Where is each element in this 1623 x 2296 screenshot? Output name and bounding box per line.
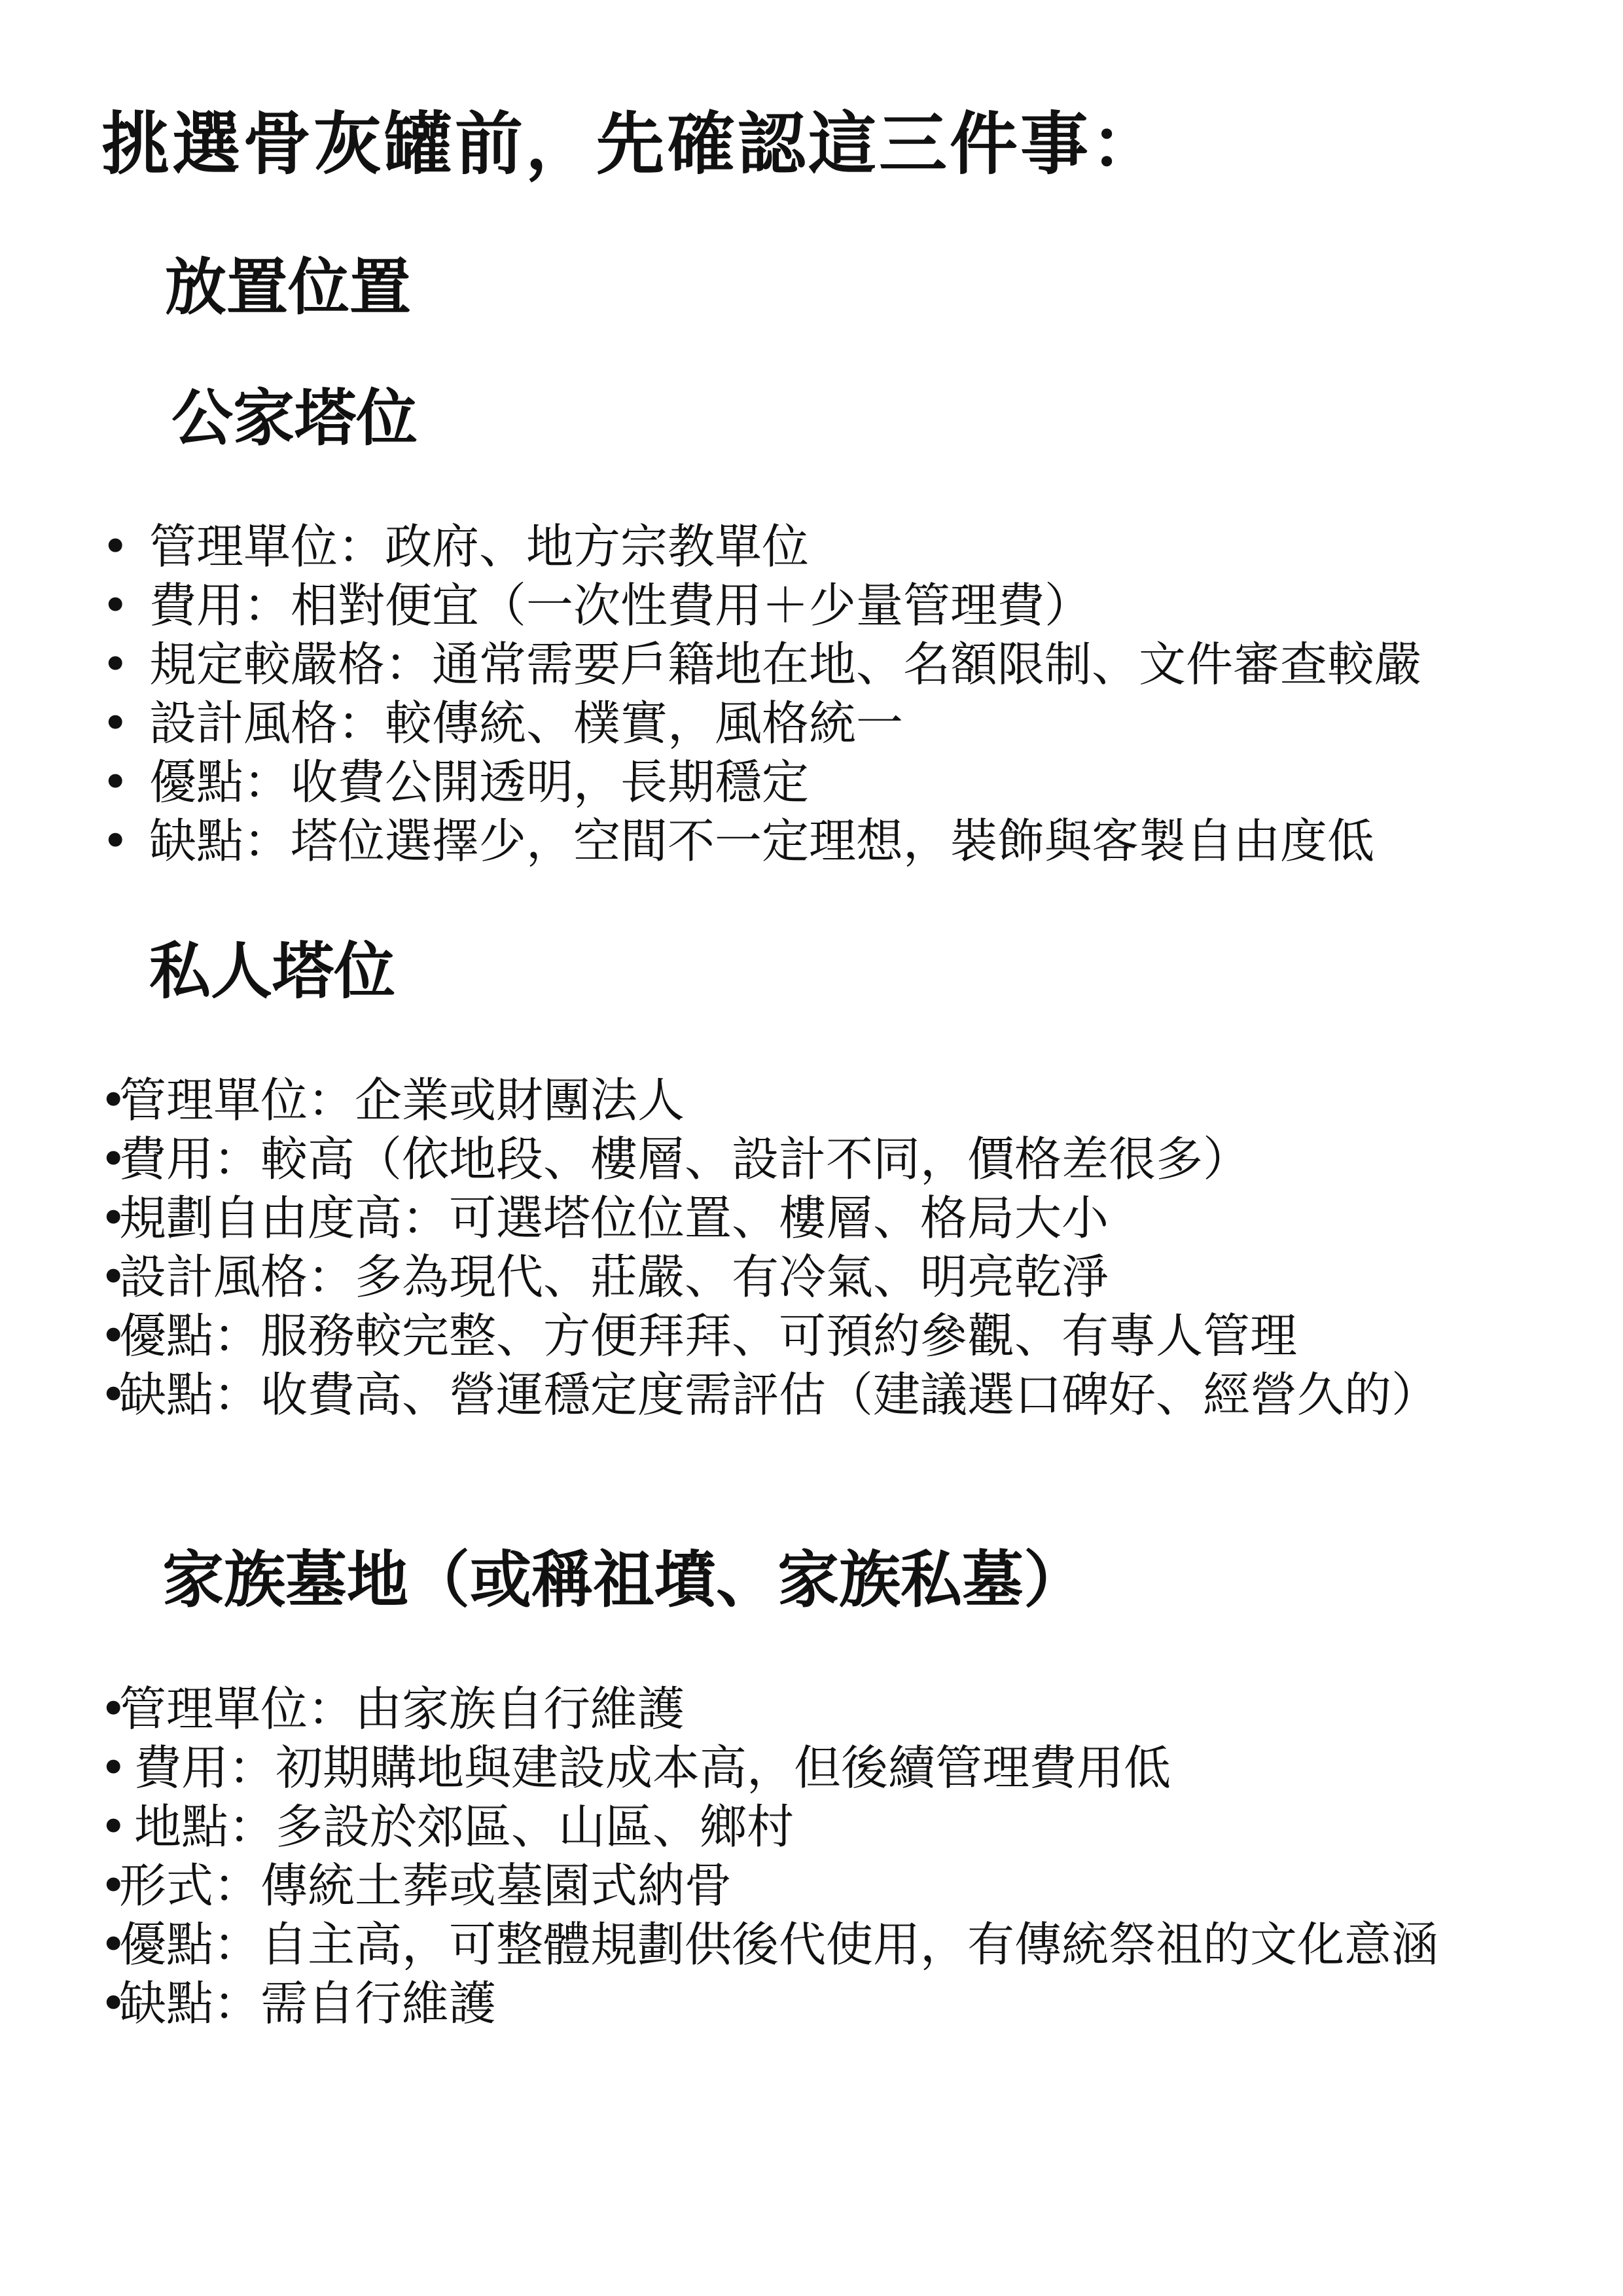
bullet: • — [101, 696, 130, 751]
bullet: • — [99, 1740, 128, 1795]
section-heading-placement: 放置位置 — [165, 252, 412, 323]
list-item-text: 優點：收費公開透明，長期穩定 — [149, 755, 810, 810]
bullet: • — [101, 755, 130, 810]
list-item-text: 缺點：塔位選擇少，空間不一定理想，裝飾與客製自由度低 — [149, 814, 1375, 869]
list-item-text: 設計風格：較傳統、樸實，風格統一 — [149, 696, 904, 751]
bullet: • — [101, 814, 130, 869]
family-cemetery-heading: 家族墓地（或稱祖墳、家族私墓） — [162, 1545, 1086, 1616]
list-item-text: 缺點：收費高、營運穩定度需評估（建議選口碑好、經營久的） — [119, 1367, 1439, 1422]
bullet: • — [99, 1191, 128, 1246]
list-item-text: 缺點：需自行維護 — [119, 1976, 497, 2031]
list-item-text: 形式：傳統土葬或墓園式納骨 — [119, 1858, 732, 1913]
bullet: • — [99, 1976, 128, 2031]
public-tower-heading: 公家塔位 — [171, 383, 418, 454]
private-tower-heading: 私人塔位 — [149, 936, 396, 1007]
bullet: • — [101, 637, 130, 692]
list-item-text: 設計風格：多為現代、莊嚴、有冷氣、明亮乾淨 — [119, 1249, 1109, 1304]
list-item-text: 地點：多設於郊區、山區、鄉村 — [134, 1799, 794, 1854]
bullet: • — [99, 1132, 128, 1187]
list-item-text: 管理單位：由家族自行維護 — [119, 1681, 685, 1736]
list-item-text: 規定較嚴格：通常需要戶籍地在地、名額限制、文件審查較嚴 — [149, 637, 1422, 692]
bullet: • — [99, 1249, 128, 1304]
bullet: • — [101, 578, 130, 633]
bullet: • — [99, 1073, 128, 1128]
list-item-text: 費用：初期購地與建設成本高，但後續管理費用低 — [134, 1740, 1171, 1795]
list-item-text: 費用：較高（依地段、樓層、設計不同，價格差很多） — [119, 1132, 1251, 1187]
list-item-text: 管理單位：政府、地方宗教單位 — [149, 519, 810, 574]
bullet: • — [99, 1681, 128, 1736]
list-item-text: 規劃自由度高：可選塔位位置、樓層、格局大小 — [119, 1191, 1109, 1246]
page-title: 挑選骨灰罐前，先確認這三件事： — [101, 104, 1162, 184]
list-item-text: 費用：相對便宜（一次性費用＋少量管理費） — [149, 578, 1092, 633]
bullet: • — [99, 1308, 128, 1363]
list-item-text: 優點：服務較完整、方便拜拜、可預約參觀、有專人管理 — [119, 1308, 1298, 1363]
list-item-text: 管理單位：企業或財團法人 — [119, 1073, 685, 1128]
bullet: • — [101, 519, 130, 574]
bullet: • — [99, 1799, 128, 1854]
list-item-text: 優點：自主高，可整體規劃供後代使用，有傳統祭祖的文化意涵 — [119, 1917, 1439, 1972]
bullet: • — [99, 1858, 128, 1913]
bullet: • — [99, 1917, 128, 1972]
bullet: • — [99, 1367, 128, 1422]
